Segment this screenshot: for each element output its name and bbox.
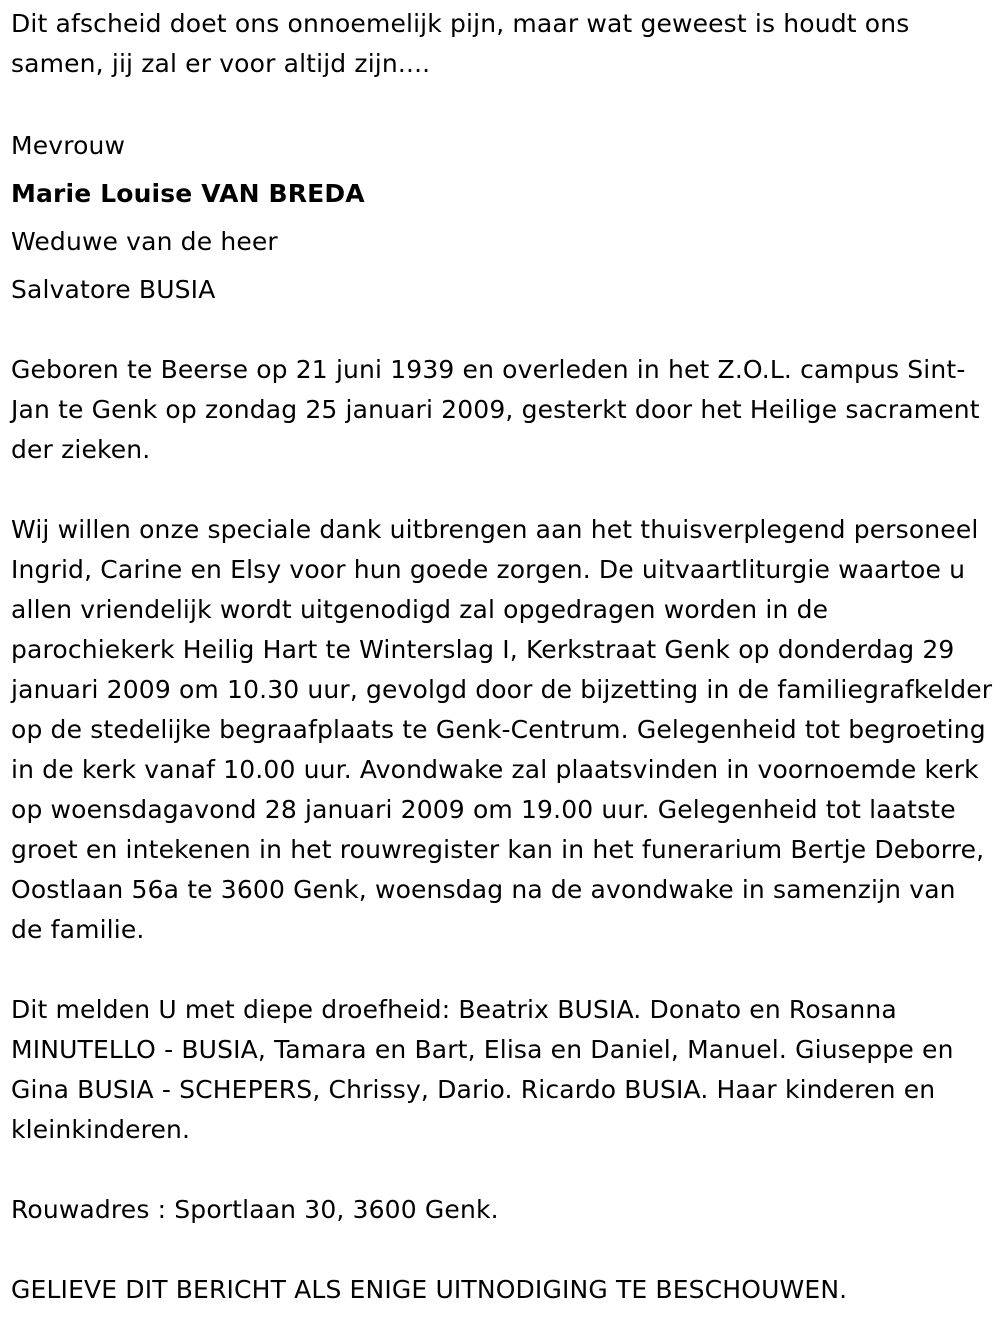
intro-text: Dit afscheid doet ons onnoemelijk pijn, maar wat geweest is houdt ons samen, jij zal er voor altijd zijn.... — [11, 9, 910, 78]
widow-of-text: Weduwe van de heer — [11, 227, 278, 256]
family-paragraph: Dit melden U met diepe droefheid: Beatrix BUSIA. Donato en Rosanna MINUTELLO - BUSIA, Tamara en Bart, Elisa en Daniel, Manuel. Giuseppe en Gina BUSIA - SCHEPERS, Chrissy, Dario. Ricardo BUSIA. Haar kinderen en kleinkinderen. — [11, 995, 954, 1144]
closing-notice: GELIEVE DIT BERICHT ALS ENIGE UITNODIGING TE BESCHOUWEN. — [11, 1275, 848, 1304]
mourning-address: Rouwadres : Sportlaan 30, 3600 Genk. — [11, 1195, 499, 1224]
spouse-name: Salvatore BUSIA — [11, 275, 216, 304]
birth-death-paragraph: Geboren te Beerse op 21 juni 1939 en overleden in het Z.O.L. campus Sint-Jan te Genk op zondag 25 januari 2009, gesterkt door het Heilige sacrament der zieken. — [11, 355, 980, 464]
salutation: Mevrouw — [11, 131, 126, 160]
thanks-ceremony-paragraph: Wij willen onze speciale dank uitbrengen aan het thuisverplegend personeel Ingrid, Carine en Elsy voor hun goede zorgen. De uitvaartliturgie waartoe u allen vriendelijk wordt uitgenodigd zal opgedragen worden in de parochiekerk Heilig Hart te Winterslag I, Kerkstraat Genk op donderdag 29 januari 2009 om 10.30 uur, gevolgd door de bijzetting in de familiegrafkelder op de stedelijke begraafplaats te Genk-Centrum. Gelegenheid tot begroeting in de kerk vanaf 10.00 uur. Avondwake zal plaatsvinden in voornoemde kerk op woensdagavond 28 januari 2009 om 19.00 uur. Gelegenheid tot laatste groet en intekenen in het rouwregister kan in het funerarium Bertje Deborre, Oostlaan 56a te 3600 Genk, woensdag na de avondwake in samenzijn van de familie. — [11, 515, 993, 944]
deceased-name: Marie Louise VAN BREDA — [11, 179, 365, 208]
